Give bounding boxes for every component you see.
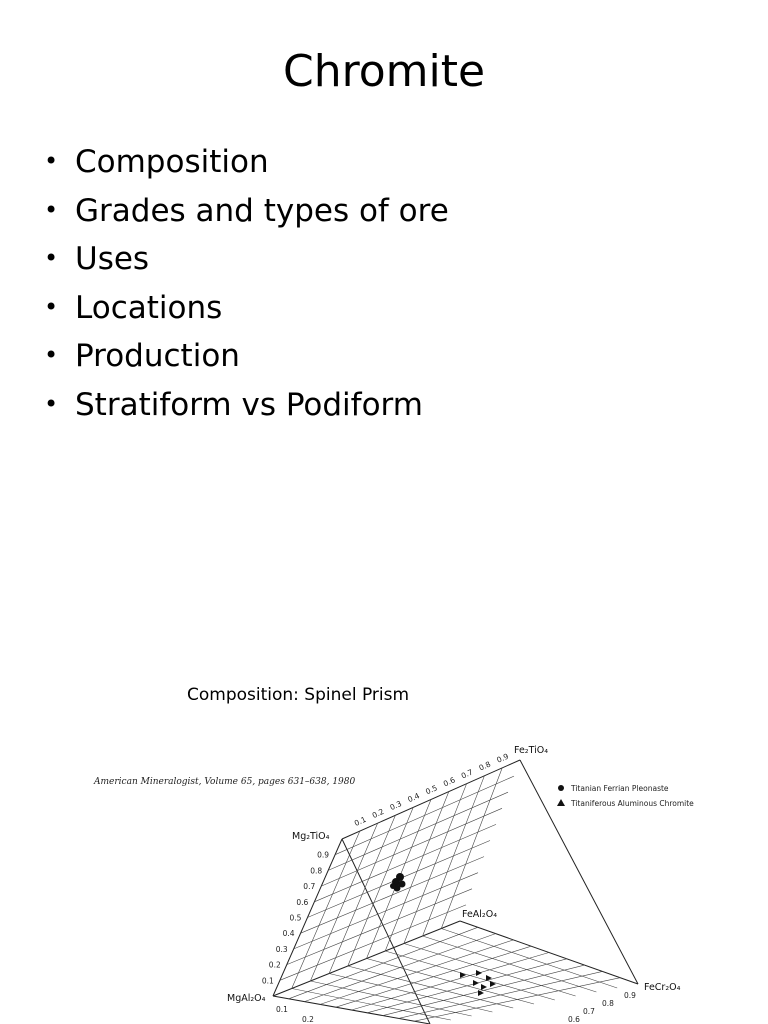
bullet-item: [44, 332, 449, 381]
tick-label: 0.8: [477, 759, 493, 773]
bullet-glyph: •: [44, 244, 59, 273]
legend-triangle-icon: [557, 799, 565, 806]
bullet-item: [44, 138, 449, 187]
tick-label: 0.2: [370, 806, 386, 821]
bullet-item: [44, 235, 449, 284]
vertex-label-feal2o4: FeAl₂O₄: [462, 909, 498, 920]
grid-line: [404, 944, 576, 997]
figure-caption: Composition: Spinel Prism: [187, 685, 410, 705]
bullet-list: [44, 138, 449, 430]
tick-label: 0.7: [583, 1007, 595, 1016]
bullet-glyph: •: [44, 341, 59, 370]
tick-label: 0.3: [388, 799, 404, 813]
tick-label: 0.6: [296, 897, 309, 907]
bullet-glyph: •: [44, 147, 59, 175]
pleonaste-points: [390, 873, 406, 892]
left-edge-ticks: [262, 851, 329, 986]
tick-label: 0.5: [289, 913, 302, 923]
top-edge-ticks: [353, 752, 510, 828]
legend-label: Titanian Ferrian Pleonaste: [571, 784, 669, 793]
data-point-circle: [390, 883, 396, 889]
tick-label: 0.9: [317, 850, 330, 860]
spinel-prism-svg: [80, 740, 768, 1024]
bullet-text: Production: [75, 338, 240, 375]
figure-citation: American Mineralogist, Volume 65, pages 631–638, 1980: [94, 777, 356, 787]
data-point-triangle: [476, 970, 482, 976]
slide-title: Chromite: [282, 46, 486, 97]
figure-legend: [557, 784, 694, 808]
bottom-left-ticks: [276, 1005, 314, 1024]
tick-label: 0.1: [261, 976, 274, 986]
right-bottom-ticks: [568, 991, 636, 1024]
tick-label: 0.9: [495, 751, 510, 765]
bullet-glyph: •: [44, 292, 59, 321]
bullet-item: [44, 187, 449, 236]
tick-label: 0.4: [282, 929, 295, 939]
tick-label: 0.7: [303, 882, 316, 892]
bullet-item: [44, 381, 449, 430]
bullet-item: [44, 284, 449, 333]
tick-label: 0.5: [424, 783, 439, 797]
grid-line: [441, 768, 502, 929]
vertex-label-mg2tio4: Mg₂TiO₄: [292, 831, 330, 842]
vertex-label-fe2tio4: Fe₂TiO₄: [514, 745, 549, 756]
tick-label: 0.4: [406, 791, 421, 805]
legend-circle-icon: [558, 785, 564, 791]
bullet-text: Locations: [75, 289, 223, 326]
bullet-text: Uses: [75, 241, 150, 278]
bullet-text: Composition: [75, 144, 269, 180]
tick-label: 0.1: [276, 1005, 288, 1014]
vertex-label-mgal2o4: MgAl₂O₄: [227, 993, 266, 1004]
grid-line: [383, 965, 585, 1016]
grid-lines: [280, 768, 620, 1021]
bullet-text: Stratiform vs Podiform: [75, 386, 423, 423]
tick-label: 0.1: [352, 814, 368, 828]
bullet-glyph: •: [44, 389, 59, 418]
tick-label: 0.9: [624, 991, 636, 1000]
spinel-prism-figure: [80, 740, 768, 1024]
bullet-text: Grades and types of ore: [75, 192, 449, 229]
bullet-glyph: •: [44, 195, 59, 224]
tick-label: 0.8: [310, 866, 323, 876]
vertex-label-fecr2o4: FeCr₂O₄: [644, 982, 681, 993]
tick-label: 0.8: [602, 999, 614, 1008]
prism-edge: [520, 760, 638, 984]
tick-label: 0.7: [459, 767, 475, 781]
prism-edge: [342, 839, 430, 1024]
tick-label: 0.2: [268, 960, 281, 970]
data-point-triangle: [481, 984, 487, 990]
tick-label: 0.6: [441, 775, 457, 789]
tick-label: 0.6: [568, 1015, 580, 1024]
tick-label: 0.2: [302, 1015, 314, 1024]
tick-label: 0.3: [275, 944, 288, 954]
data-point-triangle: [473, 980, 479, 986]
legend-label: Titaniferous Aluminous Chromite: [571, 799, 694, 808]
